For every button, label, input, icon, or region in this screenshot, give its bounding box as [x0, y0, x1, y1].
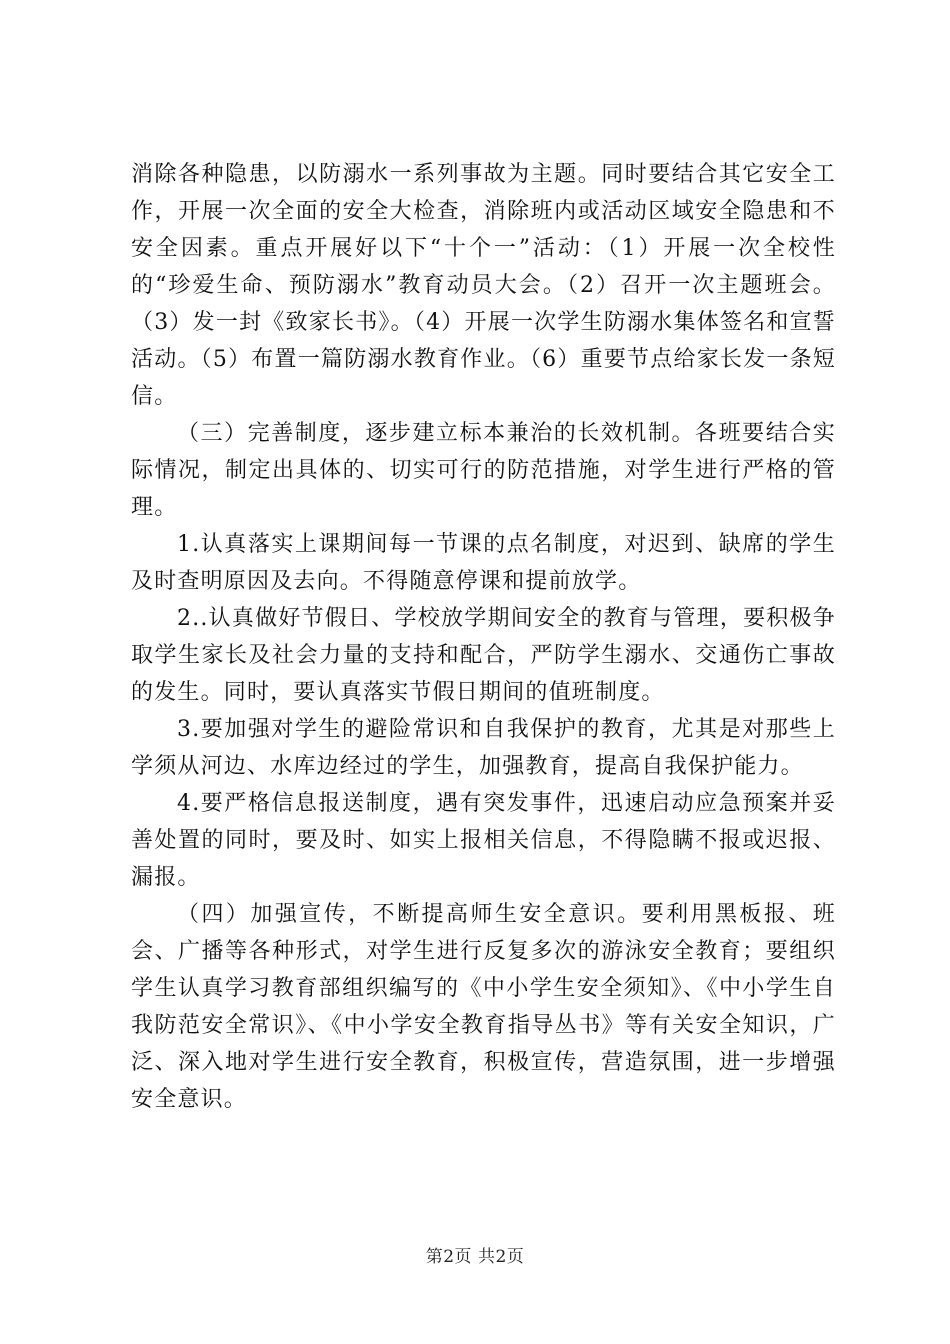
paragraph-item-4: 4.要严格信息报送制度，遇有突发事件，迅速启动应急预案并妥善处置的同时，要及时、如实上报相关信息，不得隐瞒不报或迟报、漏报。: [131, 791, 836, 890]
paragraph-item-3: 3.要加强对学生的避险常识和自我保护的教育，尤其是对那些上学须从河边、水库边经过的学生，加强教育，提高自我保护能力。: [131, 717, 836, 779]
document-body: [131, 156, 836, 1118]
paragraph-hazard-activities: 消除各种隐患，以防溺水一系列事故为主题。同时要结合其它安全工作，开展一次全面的安全大检查，消除班内或活动区域安全隐患和不安全因素。重点开展好以下“十个一”活动：（1）开展一次全校性的“珍爱生命、预防溺水”教育动员大会。（2）召开一次主题班会。（3）发一封《致家长书》。（4）开展一次学生防溺水集体签名和宣誓活动。（5）布置一篇防溺水教育作业。（6）重要节点给家长发一条短信。: [131, 162, 836, 409]
paragraph-item-1: 1.认真落实上课期间每一节课的点名制度，对迟到、缺席的学生及时查明原因及去向。不得随意停课和提前放学。: [131, 532, 836, 594]
page-footer: 第2页 共2页: [425, 1247, 525, 1267]
paragraph-section-three: （三）完善制度，逐步建立标本兼治的长效机制。各班要结合实际情况，制定出具体的、切实可行的防范措施，对学生进行严格的管理。: [131, 421, 836, 520]
paragraph-section-four: （四）加强宣传，不断提高师生安全意识。要利用黑板报、班会、广播等各种形式，对学生进行反复多次的游泳安全教育；要组织学生认真学习教育部组织编写的《中小学生安全须知》、《中小学生自我防范安全常识》、《中小学安全教育指导丛书》等有关安全知识，广泛、深入地对学生进行安全教育，积极宣传，营造氛围，进一步增强安全意识。: [131, 902, 836, 1112]
paragraph-item-2: 2..认真做好节假日、学校放学期间安全的教育与管理，要积极争取学生家长及社会力量的支持和配合，严防学生溺水、交通伤亡事故的发生。同时，要认真落实节假日期间的值班制度。: [131, 606, 836, 705]
